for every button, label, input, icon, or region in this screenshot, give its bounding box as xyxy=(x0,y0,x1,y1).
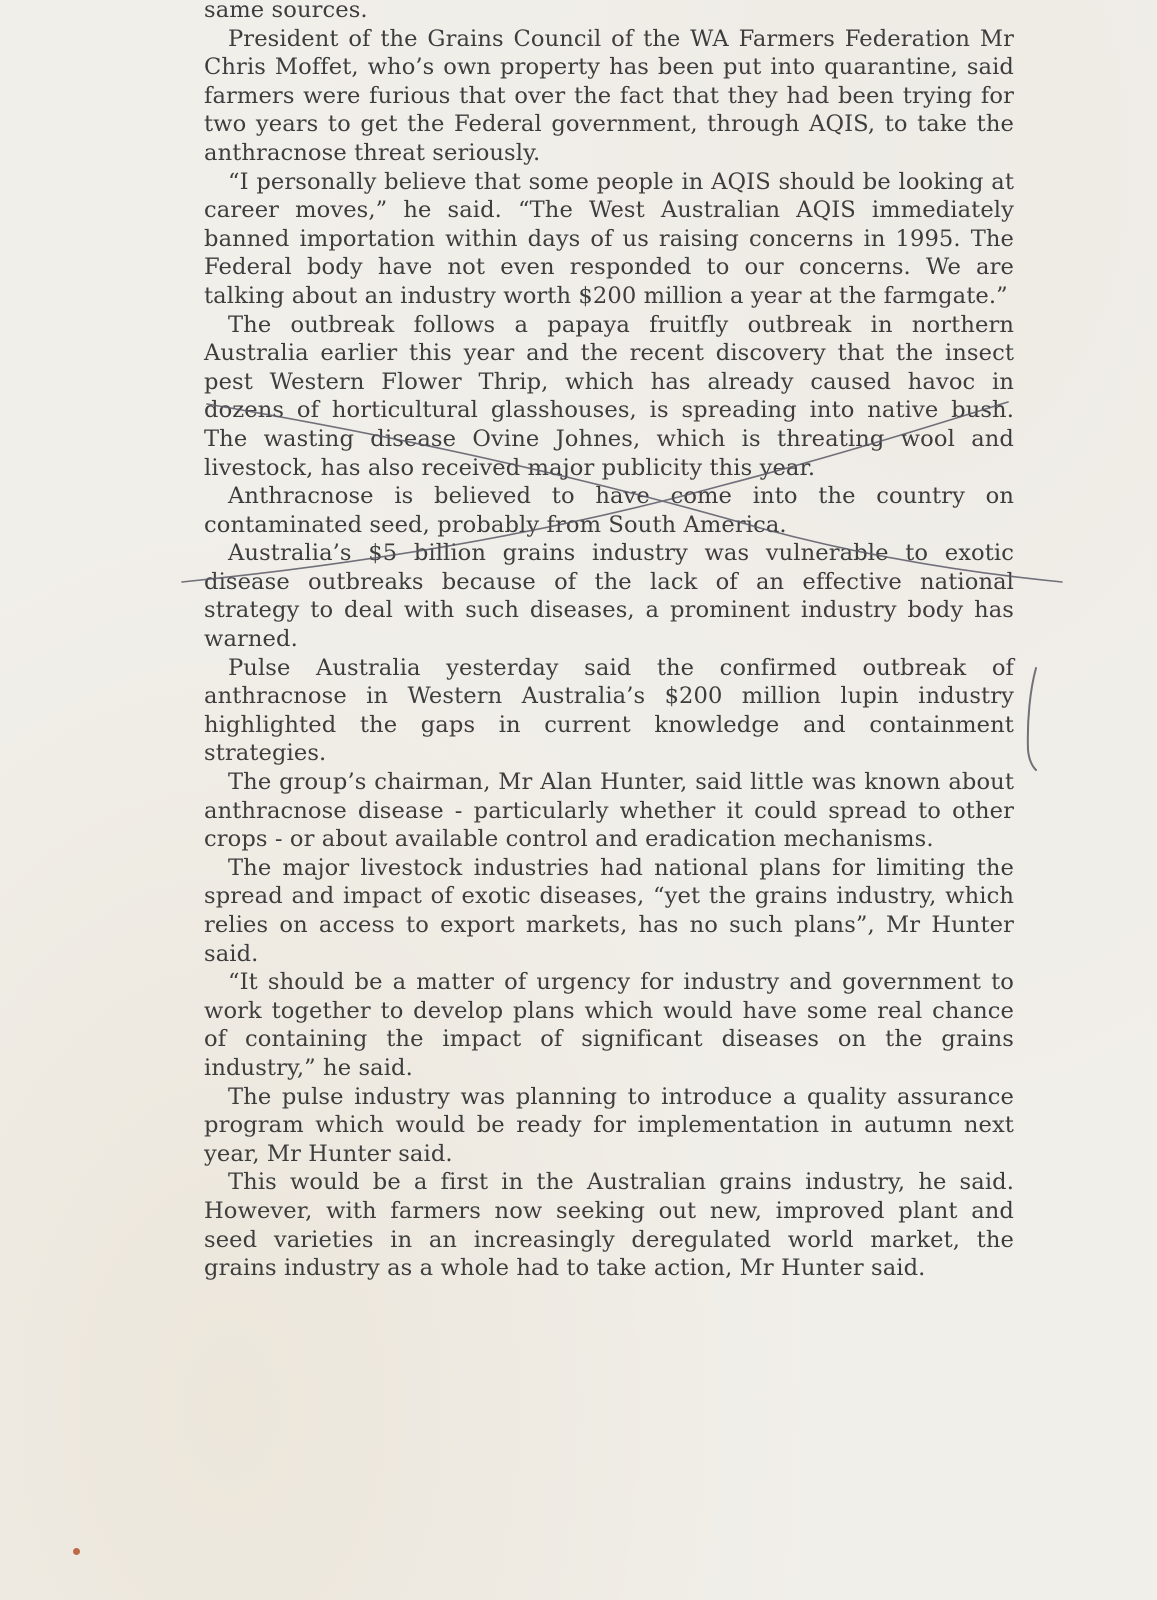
paragraph-pulse-australia: Pulse Australia yesterday said the confirmed outbreak of anthracnose in Western Australia’s $200 million lupin industry highlighted the gaps in current knowledge and containment strategies. xyxy=(204,654,1014,767)
paragraph-alan-hunter: The group’s chairman, Mr Alan Hunter, said little was known about anthracnose disease - particularly whether it could spread to other crops - or about available control and eradication mechanisms. xyxy=(204,769,1014,853)
ink-speck xyxy=(73,1548,80,1555)
paragraph-livestock-plans: The major livestock industries had national plans for limiting the spread and impact of exotic diseases, “yet the grains industry, which relies on access to export markets, has no such plans”, Mr Hunter said. xyxy=(204,854,1014,967)
paragraph-contaminated-seed: Anthracnose is believed to have come into the country on contaminated seed, probably from South America. xyxy=(204,483,1014,538)
article-column xyxy=(204,0,1014,1283)
paragraph-aqis-quote: “I personally believe that some people in AQIS should be looking at career moves,” he said. “The West Australian AQIS immediately banned importation within days of us raising concerns in 1995. The Federal body have not even responded to our concerns. We are talking about an industry worth $200 million a year at the farmgate.” xyxy=(204,168,1014,309)
paragraph-same-sources: same sources. xyxy=(204,0,368,23)
paragraph-first-in-industry: This would be a first in the Australian grains industry, he said. However, with farmers now seeking out new, improved plant and seed varieties in an increasingly deregulated world market, the grains industry as a whole had to take action, Mr Hunter said. xyxy=(204,1169,1014,1282)
paragraph-grains-industry-vulnerable: Australia’s $5 billion grains industry was vulnerable to exotic disease outbreaks because of the lack of an effective national strategy to deal with such diseases, a prominent industry body has warned. xyxy=(204,540,1014,653)
pen-margin-bracket xyxy=(1028,668,1036,770)
paragraph-outbreak-follows: The outbreak follows a papaya fruitfly outbreak in northern Australia earlier this year and the recent discovery that the insect pest Western Flower Thrip, which has already caused havoc in dozens of horticultural glasshouses, is spreading into native bush. The wasting disease Ovine Johnes, which is threating wool and livestock, has also received major publicity this year. xyxy=(204,311,1014,481)
paragraph-quality-assurance: The pulse industry was planning to introduce a quality assurance program which would be ready for implementation in autumn next year, Mr Hunter said. xyxy=(204,1083,1014,1167)
paragraph-urgency-quote: “It should be a matter of urgency for industry and government to work together to develop plans which would have some real chance of containing the impact of significant diseases on the grains industry,” he said. xyxy=(204,969,1014,1081)
paragraph-moffet-quarantine: President of the Grains Council of the WA Farmers Federation Mr Chris Moffet, who’s own property has been put into quarantine, said farmers were furious that over the fact that they had been trying for two years to get the Federal government, through AQIS, to take the anthracnose threat seriously. xyxy=(204,25,1014,166)
